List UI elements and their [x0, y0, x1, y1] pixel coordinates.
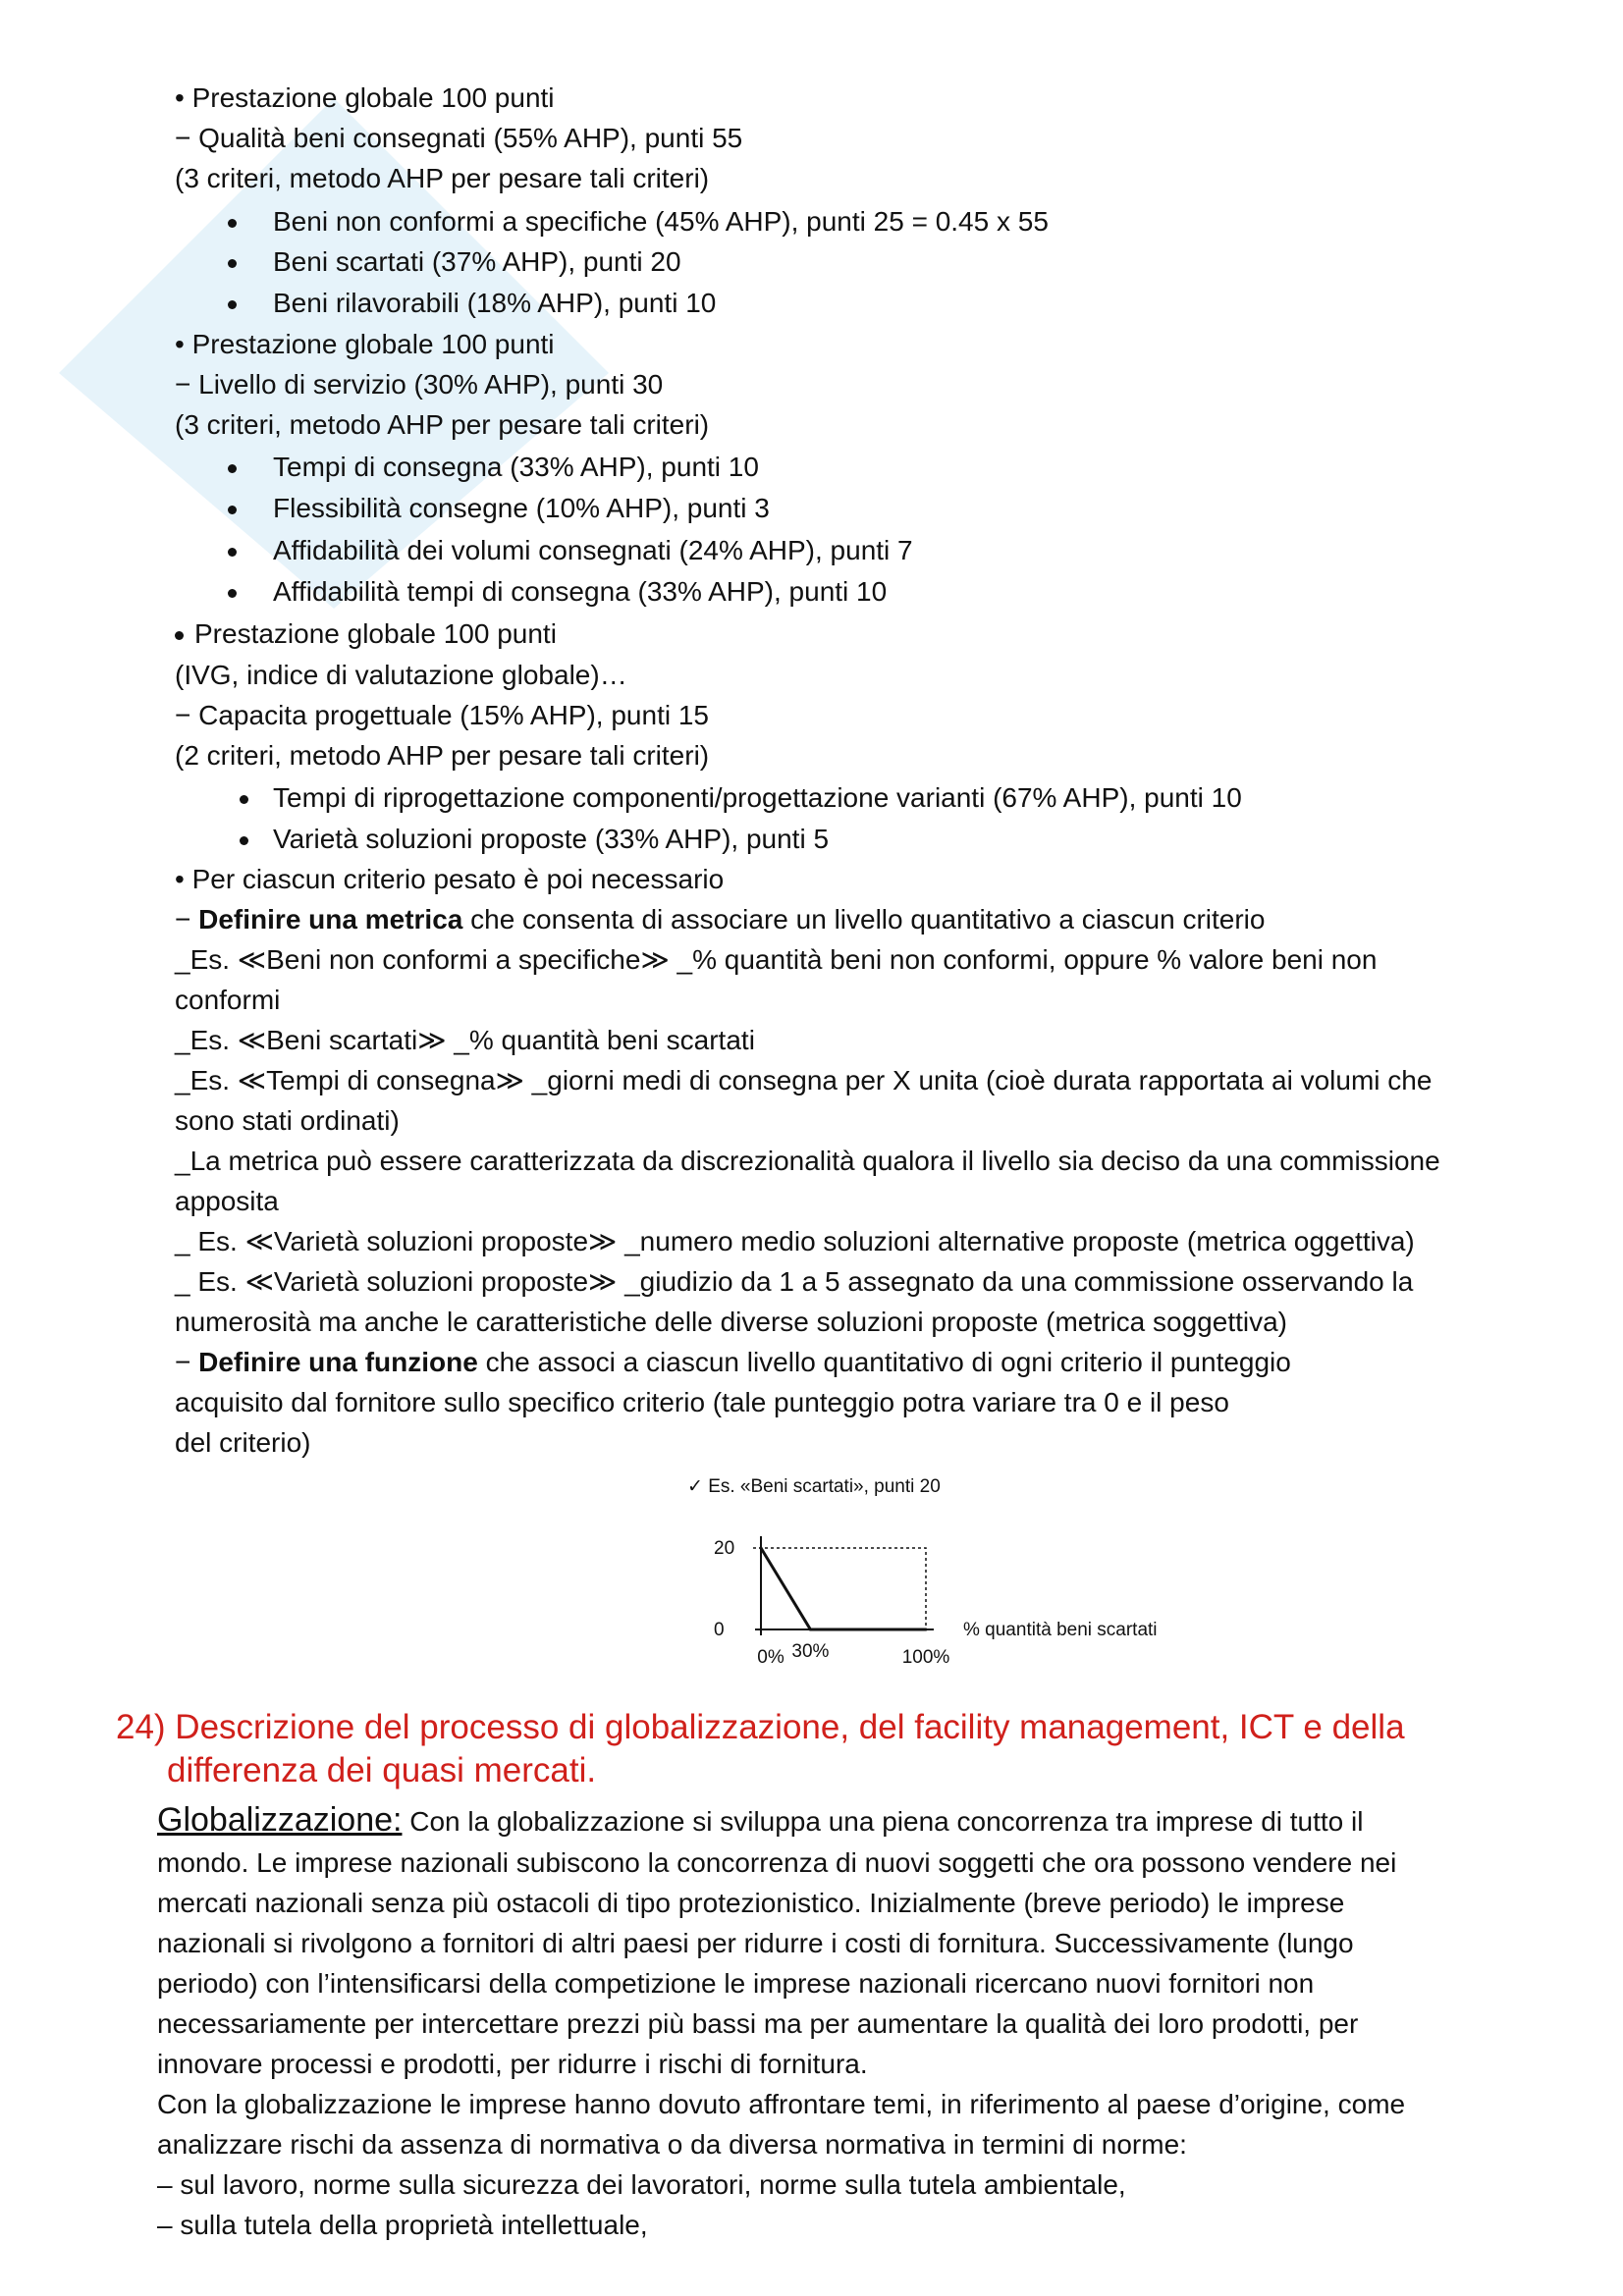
bullet-icon	[228, 506, 237, 514]
x-tick-label: 30%	[791, 1641, 830, 1662]
text-line: _La metrica può essere caratterizzata da discrezionalità qualora il livello sia deciso da una commissione	[175, 1146, 1440, 1176]
text-line: conformi	[175, 985, 281, 1015]
text-span: −	[175, 1347, 199, 1377]
text-line: (3 criteri, metodo AHP per pesare tali criteri)	[175, 409, 710, 440]
bullet-icon	[228, 259, 237, 268]
list-item	[228, 572, 237, 612]
text-line: (2 criteri, metodo AHP per pesare tali criteri)	[175, 740, 710, 771]
list-item-text: Flessibilità consegne (10% AHP), punti 3	[273, 493, 770, 523]
text-line: _ Es. ≪Varietà soluzioni proposte≫ _numero medio soluzioni alternative proposte (metrica oggettiva)	[175, 1226, 1415, 1256]
list-item-text: Affidabilità tempi di consegna (33% AHP), punti 10	[273, 576, 888, 607]
chart-title: ✓ Es. «Beni scartati», punti 20	[687, 1476, 941, 1497]
x-tick-label: 0%	[757, 1647, 784, 1668]
list-item-text: Affidabilità dei volumi consegnati (24% AHP), punti 7	[273, 535, 913, 565]
max-score-guide	[753, 1548, 926, 1629]
list-item	[228, 202, 237, 241]
text-span: che consenta di associare un livello quantitativo a ciascun criterio	[462, 904, 1266, 934]
list-item	[240, 820, 248, 859]
paragraph-line: innovare processi e prodotti, per ridurre i rischi di fornitura.	[157, 2049, 868, 2079]
list-item	[175, 614, 184, 654]
list-item	[228, 531, 237, 570]
bullet-icon	[240, 795, 248, 804]
bullet-icon	[228, 589, 237, 598]
subheading-globalizzazione: Globalizzazione:	[157, 1801, 403, 1839]
list-item-text: Beni non conformi a specifiche (45% AHP), punti 25 = 0.45 x 55	[273, 206, 1049, 237]
text-line: acquisito dal fornitore sullo specifico criterio (tale punteggio potra variare tra 0 e il peso	[175, 1387, 1229, 1417]
bullet-icon	[228, 548, 237, 557]
text-line: − Capacita progettuale (15% AHP), punti 15	[175, 700, 710, 730]
data-point	[809, 1629, 812, 1631]
text-line: − Livello di servizio (30% AHP), punti 30	[175, 369, 664, 400]
paragraph-line: necessariamente per intercettare prezzi più bassi ma per aumentare la qualità dei loro prodotti, per	[157, 2008, 1359, 2039]
text-line: (IVG, indice di valutazione globale)…	[175, 660, 627, 690]
bullet-icon	[228, 300, 237, 309]
paragraph-line: Con la globalizzazione le imprese hanno dovuto affrontare temi, in riferimento al paese d’origine, come	[157, 2089, 1406, 2119]
text-span: −	[175, 904, 199, 934]
text-line: − Qualità beni consegnati (55% AHP), punti 55	[175, 123, 743, 153]
text-line: • Prestazione globale 100 punti	[175, 329, 555, 359]
text-line: apposita	[175, 1186, 279, 1216]
bullet-icon	[175, 631, 184, 640]
text-line: numerosità ma anche le caratteristiche delle diverse soluzioni proposte (metrica soggettiva)	[175, 1307, 1287, 1337]
list-item	[228, 242, 237, 282]
paragraph-line: periodo) con l’intensificarsi della competizione le imprese nazionali ricercano nuovi fornitori non	[157, 1968, 1315, 1999]
data-point	[925, 1629, 928, 1631]
bullet-icon	[240, 836, 248, 845]
text-line: Prestazione globale 100 punti	[194, 618, 557, 649]
paragraph-line: analizzare rischi da assenza di normativa o da diversa normativa in termini di norme:	[157, 2129, 1187, 2160]
text-line: sono stati ordinati)	[175, 1105, 400, 1136]
list-item-text: Varietà soluzioni proposte (33% AHP), punti 5	[273, 824, 830, 854]
y-tick-label: 0	[714, 1620, 725, 1640]
list-item	[240, 778, 248, 818]
list-item-text: Beni scartati (37% AHP), punti 20	[273, 246, 681, 277]
paragraph-line	[157, 1800, 1363, 1842]
series-line	[761, 1548, 926, 1629]
scrap-score-chart	[677, 1468, 1227, 1693]
text-line: _ Es. ≪Varietà soluzioni proposte≫ _giudizio da 1 a 5 assegnato da una commissione osservando la	[175, 1266, 1414, 1297]
list-item	[228, 489, 237, 528]
text-line: (3 criteri, metodo AHP per pesare tali criteri)	[175, 163, 710, 193]
data-point	[760, 1547, 763, 1550]
text-span: che associ a ciascun livello quantitativo di ogni criterio il punteggio	[477, 1347, 1291, 1377]
text-line: _Es. ≪Beni scartati≫ _% quantità beni scartati	[175, 1025, 755, 1055]
section-heading-cont: differenza dei quasi mercati.	[167, 1751, 597, 1789]
list-item-text: Tempi di consegna (33% AHP), punti 10	[273, 452, 759, 482]
list-item-text: Tempi di riprogettazione componenti/progettazione varianti (67% AHP), punti 10	[273, 782, 1242, 813]
text-span: Con la globalizzazione si sviluppa una piena concorrenza tra imprese di tutto il	[402, 1806, 1364, 1837]
list-item-text: Beni rilavorabili (18% AHP), punti 10	[273, 288, 717, 318]
y-tick-label: 20	[714, 1538, 735, 1559]
paragraph-line: mercati nazionali senza più ostacoli di tipo protezionistico. Inizialmente (breve periodo) le imprese	[157, 1888, 1345, 1918]
bullet-icon	[228, 464, 237, 473]
text-line: _Es. ≪Beni non conformi a specifiche≫ _% quantità beni non conformi, oppure % valore beni non	[175, 944, 1378, 975]
x-axis-label: % quantità beni scartati	[963, 1620, 1158, 1640]
paragraph-line: nazionali si rivolgono a fornitori di altri paesi per ridurre i costi di fornitura. Successivamente (lungo	[157, 1928, 1354, 1958]
text-line: • Per ciascun criterio pesato è poi necessario	[175, 864, 725, 894]
text-line	[175, 900, 1265, 939]
bold-text: Definire una metrica	[198, 904, 463, 934]
chart-plot-area	[714, 1536, 1158, 1668]
paragraph-line: mondo. Le imprese nazionali subiscono la concorrenza di nuovi soggetti che ora possono vendere nei	[157, 1847, 1397, 1878]
text-line: • Prestazione globale 100 punti	[175, 82, 555, 113]
paragraph-line: – sul lavoro, norme sulla sicurezza dei lavoratori, norme sulla tutela ambientale,	[157, 2169, 1126, 2200]
section-heading: 24) Descrizione del processo di globalizzazione, del facility management, ICT e della	[116, 1708, 1405, 1746]
list-item	[228, 284, 237, 323]
list-item	[228, 448, 237, 487]
text-line: del criterio)	[175, 1427, 311, 1458]
text-line: _Es. ≪Tempi di consegna≫ _giorni medi di consegna per X unita (cioè durata rapportata ai volumi che	[175, 1065, 1433, 1095]
x-tick-label: 100%	[901, 1647, 950, 1668]
bullet-icon	[228, 219, 237, 228]
bold-text: Definire una funzione	[198, 1347, 478, 1377]
paragraph-line: – sulla tutela della proprietà intellettuale,	[157, 2210, 648, 2240]
text-line	[175, 1343, 1291, 1382]
